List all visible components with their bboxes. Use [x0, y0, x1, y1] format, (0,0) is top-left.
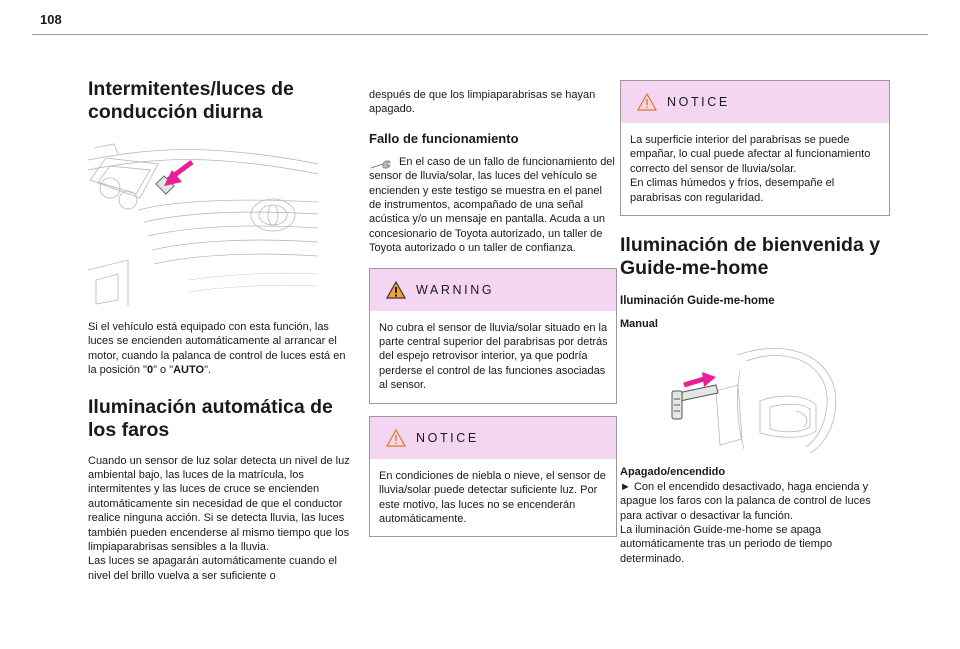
continued-text: después de que los limpiaparabrisas se hayan apagado. [369, 89, 596, 116]
column-1 [88, 78, 350, 583]
header-rule [32, 34, 928, 35]
notice-box-2 [620, 80, 890, 216]
warning-box-header [370, 269, 616, 311]
onoff-text: ► Con el encendido desactivado, haga encienda y apague los faros con la palanca de control de luces para activar o desactivar la función. [620, 480, 871, 522]
notice-text-2a: La superficie interior del parabrisas se puede empañar, lo cual puede afectar al funcionamiento correcto del sensor de lluvia/solar. [630, 134, 871, 175]
daytime-lights-text: Si el vehículo está equipado con esta función, las luces se encienden automáticamente al arrancar el motor, cuando la palanca de control de luces está en la posición "0" o "AUTO". [88, 321, 346, 377]
fault-title: Fallo de funcionamiento [369, 130, 519, 146]
steering-lever-illustration [620, 341, 850, 457]
section-title-auto-headlights: Iluminación automática de los faros [88, 395, 333, 441]
notice-label-2: NOTICE [667, 95, 730, 109]
notice-label: NOTICE [416, 430, 479, 445]
manual-label: Manual [620, 318, 658, 331]
auto-headlights-text: Cuando un sensor de luz solar detecta un nivel de luz ambiental bajo, las luces de la matrícula, los intermitentes y las luces de cruce se encienden automáticamente sin necesidad de que el conductor realice ninguna acción. Si se detecta lluvia, las luces también pueden encenderse al mismo tiempo que los limpiaparabrisas sensibles a la lluvia. [88, 454, 350, 554]
column-2 [369, 78, 617, 537]
notice-text-2b: En climas húmedos y fríos, desempañe el parabrisas con regularidad. [630, 177, 835, 204]
warning-triangle-icon [386, 281, 406, 299]
onoff-title: Apagado/encendido [620, 466, 726, 479]
subsection-title-guide-me-home: Iluminación Guide-me-home [620, 295, 775, 308]
column-3 [620, 80, 890, 566]
notice-box-2-header [621, 81, 889, 123]
onoff-text-2: La iluminación Guide-me-home se apaga automáticamente tras un periodo de tiempo determinado. [620, 524, 833, 565]
notice-box-header [370, 417, 616, 459]
fault-text: En el caso de un fallo de funcionamiento del sensor de lluvia/solar, las luces del vehículo se encienden y este testigo se muestra en el panel de instrumentos, acompañado de una señal acústica y/o un mensaje en pantalla. Acuda a un concesionario de Toyota autorizado, un taller de Toyota autorizado o un taller de confianza. [369, 155, 615, 255]
warning-box [369, 268, 617, 404]
headlight-illustration [88, 140, 318, 308]
notice-triangle-icon [637, 93, 657, 111]
page-number: 108 [40, 12, 62, 27]
fault-row [369, 155, 617, 256]
notice-box [369, 416, 617, 538]
notice-text: En condiciones de niebla o nieve, el sensor de lluvia/solar puede detectar suficiente luz. Por este motivo, las luces no se encenderán automáticamente. [379, 469, 606, 525]
auto-headlights-text-2: Las luces se apagarán automáticamente cuando el nivel del brillo vuelva a ser suficiente o [88, 555, 337, 582]
notice-triangle-icon [386, 429, 406, 447]
warning-label: WARNING [416, 282, 495, 297]
warning-text: No cubra el sensor de lluvia/solar situado en la parte central superior del parabrisas por detrás del espejo retrovisor interior, ya que podría perderse el control de las funciones asociadas al sensor. [379, 321, 608, 392]
section-title-welcome-lighting: Iluminación de bienvenida y Guide-me-home [620, 234, 881, 280]
section-title-daytime-lights: Intermitentes/luces de conducción diurna [88, 78, 294, 123]
